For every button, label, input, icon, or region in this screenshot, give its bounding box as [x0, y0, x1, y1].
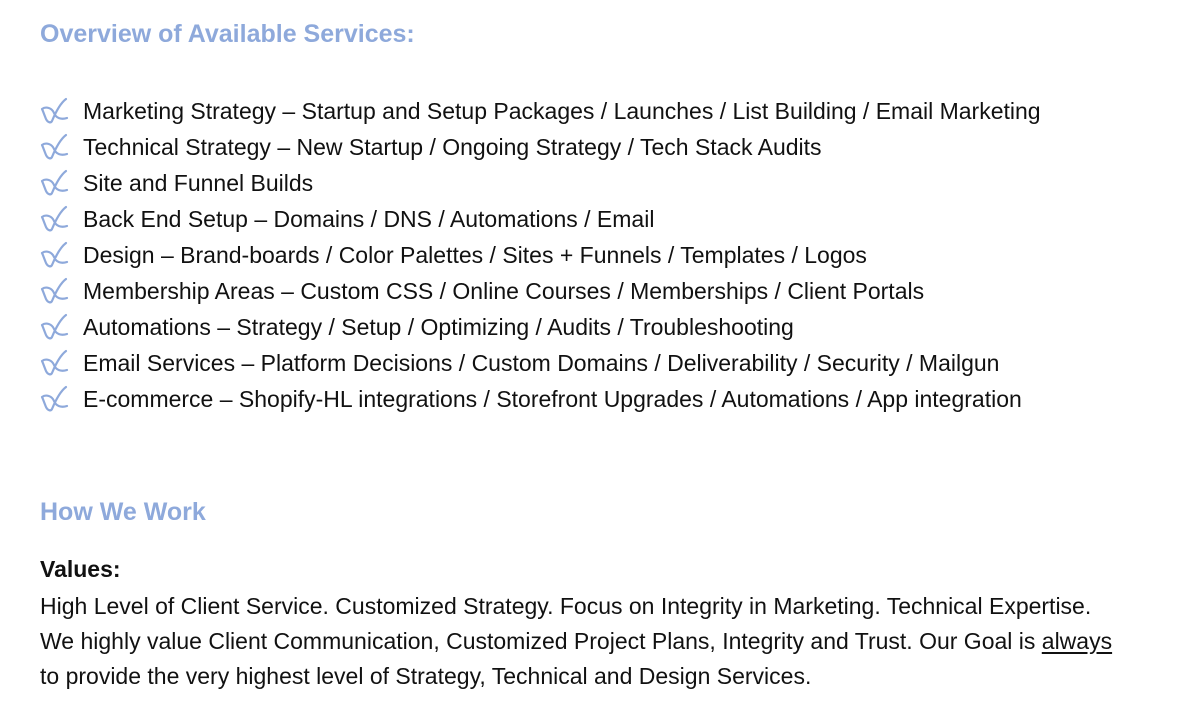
values-line-3: to provide the very highest level of Strategy, Technical and Design Services.: [40, 663, 812, 689]
service-item-label: Design – Brand-boards / Color Palettes / Sites + Funnels / Templates / Logos: [83, 242, 867, 268]
values-line-2: [40, 624, 1180, 659]
service-item: [40, 381, 1041, 417]
check-mark-icon: [40, 204, 70, 234]
check-mark-icon: [40, 384, 70, 414]
service-item-label: Email Services – Platform Decisions / Custom Domains / Deliverability / Security / Mailgun: [83, 350, 1000, 376]
always-underlined-word: always: [1041, 628, 1113, 654]
check-mark-icon: [40, 240, 70, 270]
values-line-1: High Level of Client Service. Customized Strategy. Focus on Integrity in Marketing. Technical Expertise.: [40, 593, 1092, 619]
service-item: [40, 345, 1041, 381]
values-paragraph: [40, 589, 1180, 694]
values-line-2-text: We highly value Client Communication, Customized Project Plans, Integrity and Trust. Our Goal is: [40, 628, 1042, 654]
service-item: [40, 129, 1041, 165]
service-item: [40, 273, 1041, 309]
service-item-label: Marketing Strategy – Startup and Setup Packages / Launches / List Building / Email Marketing: [83, 98, 1041, 124]
check-mark-icon: [40, 312, 70, 342]
service-item: [40, 93, 1041, 129]
check-mark-icon: [40, 276, 70, 306]
service-item-label: Technical Strategy – New Startup / Ongoing Strategy / Tech Stack Audits: [83, 134, 822, 160]
service-item: [40, 201, 1041, 237]
values-label: Values:: [40, 556, 121, 582]
service-item-label: E-commerce – Shopify-HL integrations / Storefront Upgrades / Automations / App integration: [83, 386, 1022, 412]
service-item-label: Automations – Strategy / Setup / Optimizing / Audits / Troubleshooting: [83, 314, 794, 340]
service-item: [40, 309, 1041, 345]
check-mark-icon: [40, 348, 70, 378]
check-mark-icon: [40, 96, 70, 126]
services-list: [40, 93, 1041, 417]
check-mark-icon: [40, 168, 70, 198]
how-we-work-heading: How We Work: [40, 498, 206, 526]
check-mark-icon: [40, 132, 70, 162]
services-heading: Overview of Available Services:: [40, 20, 415, 48]
service-item-label: Back End Setup – Domains / DNS / Automations / Email: [83, 206, 655, 232]
service-item: [40, 165, 1041, 201]
service-item-label: Site and Funnel Builds: [83, 170, 314, 196]
service-item: [40, 237, 1041, 273]
service-item-label: Membership Areas – Custom CSS / Online Courses / Memberships / Client Portals: [83, 278, 925, 304]
